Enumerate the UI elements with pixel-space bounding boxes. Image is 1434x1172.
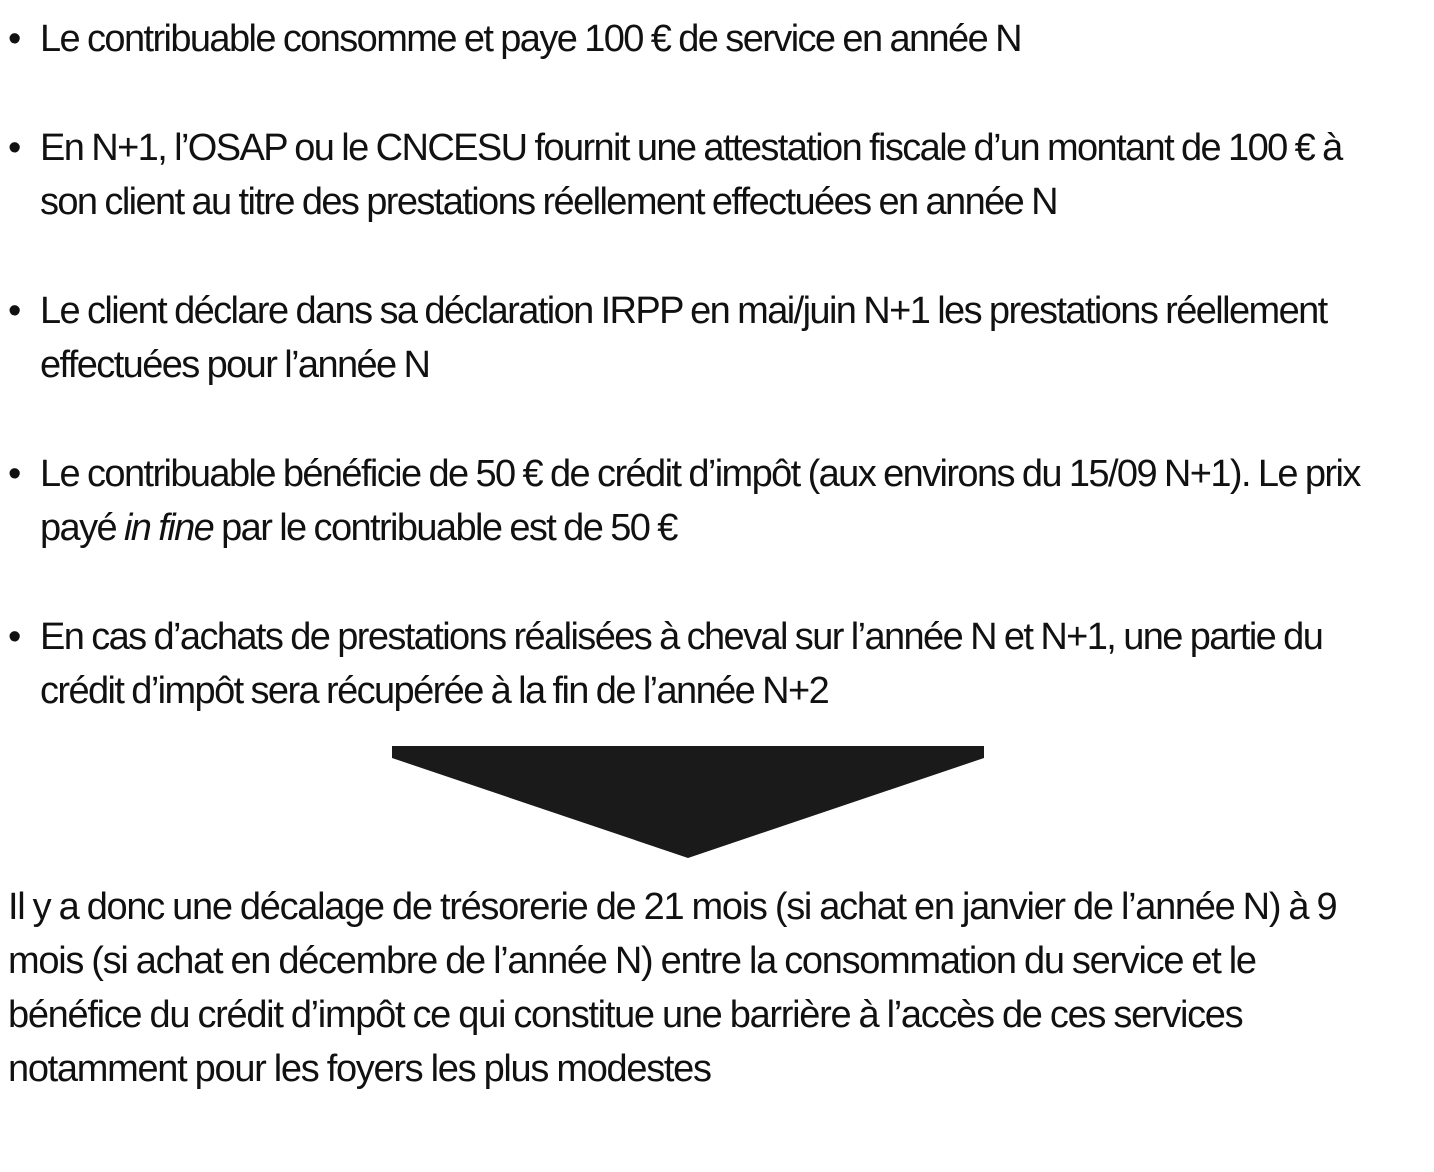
step-text-main: Le contribuable bénéficie de 50 € de crédit d’impôt (aux environs du 15/09 N+1). Le prix payé xyxy=(40,453,1360,549)
step-text-italic: in fine xyxy=(123,507,214,549)
down-arrow-icon xyxy=(392,746,984,858)
bullet-icon: • xyxy=(8,127,20,169)
bullet-icon: • xyxy=(8,453,20,495)
bullet-icon: • xyxy=(8,290,20,332)
step-text xyxy=(40,447,1388,555)
step-text-main: Le client déclare dans sa déclaration IRPP en mai/juin N+1 les prestations réellement effectuées pour l’année N xyxy=(40,290,1327,386)
step-text-main: En cas d’achats de prestations réalisées à cheval sur l’année N et N+1, une partie du crédit d’impôt sera récupérée à la fin de l’année N+2 xyxy=(40,616,1323,712)
step-text xyxy=(40,610,1388,718)
bullet-icon: • xyxy=(8,18,20,60)
step-text-end: par le contribuable est de 50 € xyxy=(213,507,677,549)
step-text-main: Le contribuable consomme et paye 100 € de service en année N xyxy=(40,18,1021,60)
bullet-icon: • xyxy=(8,616,20,658)
step-text xyxy=(40,12,1388,66)
step-item-2 xyxy=(8,121,1388,229)
step-text xyxy=(40,121,1388,229)
steps-list xyxy=(8,12,1388,718)
step-item-1 xyxy=(8,12,1388,66)
step-item-5 xyxy=(8,610,1388,718)
steps-section xyxy=(8,12,1388,773)
step-text-main: En N+1, l’OSAP ou le CNCESU fournit une attestation fiscale d’un montant de 100 € à son client au titre des prestations réellement effectuées en année N xyxy=(40,127,1342,223)
down-arrow-shape xyxy=(392,746,984,858)
arrow-polygon xyxy=(392,746,984,858)
step-item-4 xyxy=(8,447,1388,555)
step-text xyxy=(40,284,1388,392)
step-item-3 xyxy=(8,284,1388,392)
conclusion-text: Il y a donc une décalage de trésorerie de 21 mois (si achat en janvier de l’année N) à 9 mois (si achat en décembre de l’année N) entre la consommation du service et le bénéfice du crédit d’impôt ce qui constitue une barrière à l’accès de ces services notamment pour les foyers les plus modestes xyxy=(8,886,1337,1090)
